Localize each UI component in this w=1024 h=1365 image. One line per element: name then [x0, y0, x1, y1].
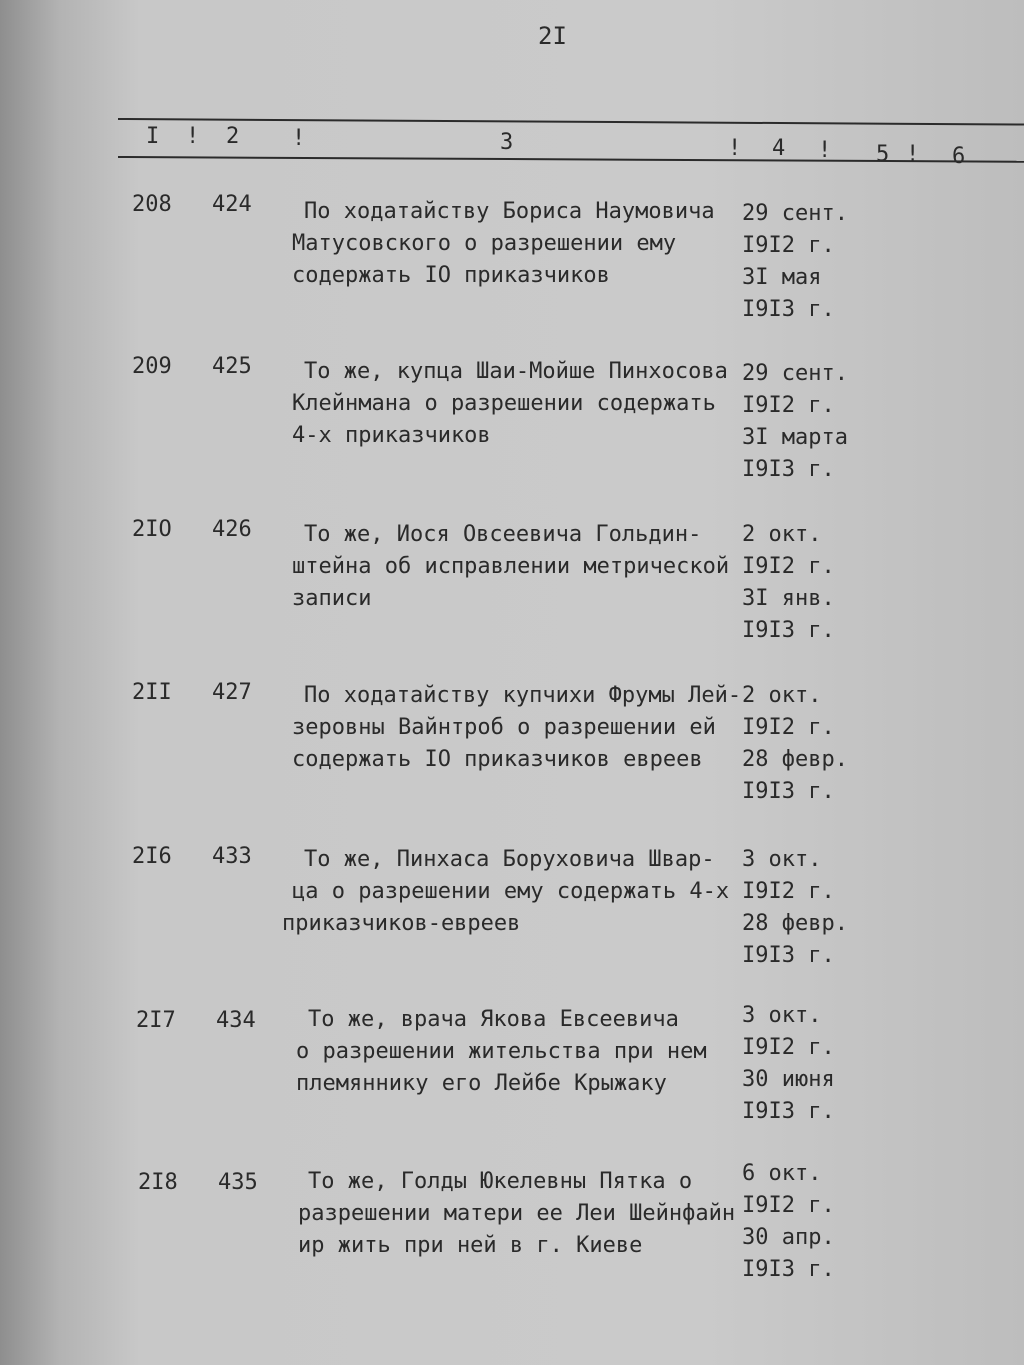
description-line: Матусовского о разрешении ему [292, 231, 677, 256]
file-number: 435 [218, 1170, 258, 1195]
table-row [0, 680, 1024, 830]
row-number: 208 [132, 192, 172, 217]
table-row [0, 354, 1024, 504]
description-line: записи [292, 586, 372, 611]
description-line: содержать IO приказчиков евреев [292, 747, 703, 772]
end-date: 30 апр. [742, 1225, 835, 1250]
row-dates [742, 1000, 835, 1128]
description-line: То же, Иося Овсеевича Гольдин- [304, 522, 702, 547]
end-year: I9I3 г. [742, 297, 835, 322]
start-year: I9I2 г. [742, 393, 835, 418]
table-row [0, 192, 1024, 342]
start-year: I9I2 г. [742, 233, 835, 258]
row-description [292, 519, 742, 615]
description-line: содержать IO приказчиков [292, 263, 610, 288]
file-number: 434 [216, 1008, 256, 1033]
end-date: 30 июня [742, 1067, 835, 1092]
description-line: То же, Голды Юкелевны Пятка о [308, 1169, 693, 1194]
description-line: 4-х приказчиков [292, 423, 491, 448]
start-date: 3 окт. [742, 847, 822, 872]
header-sep-5: ! [906, 142, 920, 167]
header-sep-2: ! [292, 126, 306, 151]
start-year: I9I2 г. [742, 715, 835, 740]
end-date: 28 февр. [742, 747, 848, 772]
start-year: I9I2 г. [742, 1035, 835, 1060]
row-description [292, 1166, 742, 1262]
start-year: I9I2 г. [742, 879, 835, 904]
row-number: 2I6 [132, 844, 172, 869]
end-date: 3I марта [742, 425, 848, 450]
header-col-5: 5 [876, 142, 890, 167]
table-row [0, 517, 1024, 667]
file-number: 433 [212, 844, 252, 869]
end-date: 3I мая [742, 265, 822, 290]
file-number: 426 [212, 517, 252, 542]
header-col-2: 2 [226, 124, 240, 149]
row-number: 2I8 [138, 1170, 178, 1195]
description-line: о разрешении жительства при нем [296, 1039, 707, 1064]
header-col-4: 4 [772, 136, 786, 161]
row-number: 2I7 [136, 1008, 176, 1033]
description-line: ир жить при ней в г. Киеве [298, 1233, 643, 1258]
row-description [282, 844, 732, 940]
end-year: I9I3 г. [742, 457, 835, 482]
header-sep-4: ! [818, 138, 832, 163]
description-line: зеровны Вайнтроб о разрешении ей [292, 715, 716, 740]
description-line: По ходатайству купчихи Фрумы Лей- [304, 683, 742, 708]
row-dates [742, 680, 848, 808]
description-line: разрешении матери ее Леи Шейнфайн [298, 1201, 736, 1226]
end-year: I9I3 г. [742, 618, 835, 643]
description-line: племяннику его Лейбе Крыжаку [296, 1071, 667, 1096]
description-line: ца о разрешении ему содержать 4-х [292, 879, 730, 904]
row-dates [742, 358, 848, 486]
page-number: 2I [538, 22, 567, 50]
row-dates [742, 844, 848, 972]
start-date: 29 сент. [742, 201, 848, 226]
row-dates [742, 198, 848, 326]
row-number: 209 [132, 354, 172, 379]
end-date: 3I янв. [742, 586, 835, 611]
description-line: По ходатайству Бориса Наумовича [304, 199, 715, 224]
start-date: 3 окт. [742, 1003, 822, 1028]
table-row [0, 1003, 1024, 1158]
end-year: I9I3 г. [742, 1099, 835, 1124]
row-dates [742, 519, 835, 647]
row-description [292, 356, 742, 452]
row-dates [742, 1158, 835, 1286]
start-date: 6 окт. [742, 1161, 822, 1186]
file-number: 425 [212, 354, 252, 379]
table-row [0, 844, 1024, 994]
start-date: 29 сент. [742, 361, 848, 386]
end-date: 28 февр. [742, 911, 848, 936]
start-year: I9I2 г. [742, 554, 835, 579]
start-date: 2 окт. [742, 683, 822, 708]
header-col-3: 3 [500, 130, 514, 155]
end-year: I9I3 г. [742, 779, 835, 804]
description-line: штейна об исправлении метрической [292, 554, 730, 579]
table-row [0, 1161, 1024, 1320]
description-line: То же, купца Шаи-Мойше Пинхосова [304, 359, 728, 384]
file-number: 427 [212, 680, 252, 705]
row-description [292, 196, 742, 292]
header-col-6: 6 [952, 144, 966, 169]
header-col-1: I [146, 124, 160, 149]
header-sep-3: ! [728, 136, 742, 161]
description-line: приказчиков-евреев [282, 911, 521, 936]
start-year: I9I2 г. [742, 1193, 835, 1218]
row-number: 2II [132, 680, 172, 705]
row-number: 2IO [132, 517, 172, 542]
end-year: I9I3 г. [742, 943, 835, 968]
row-description [292, 1004, 742, 1100]
description-line: Клейнмана о разрешении содержать [292, 391, 716, 416]
start-date: 2 окт. [742, 522, 822, 547]
header-top-rule [118, 118, 1024, 126]
file-number: 424 [212, 192, 252, 217]
row-description [292, 680, 742, 776]
end-year: I9I3 г. [742, 1257, 835, 1282]
description-line: То же, врача Якова Евсеевича [308, 1007, 679, 1032]
description-line: То же, Пинхаса Боруховича Швар- [304, 847, 715, 872]
header-sep-1: ! [186, 124, 200, 149]
